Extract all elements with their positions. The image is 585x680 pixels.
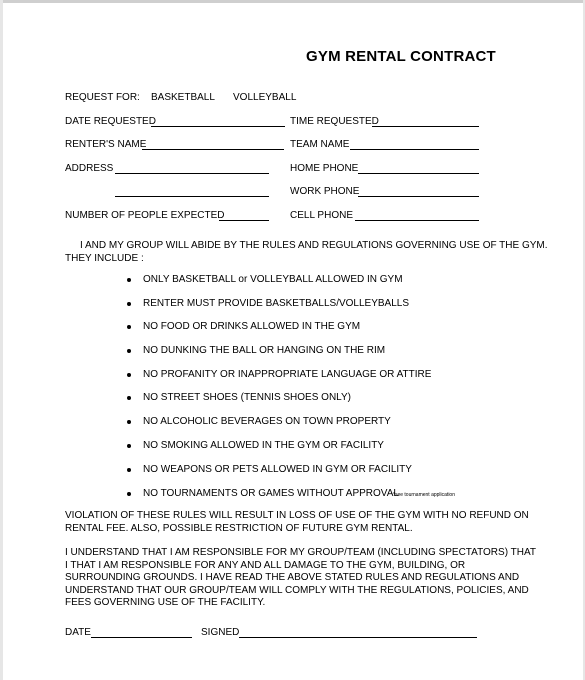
date-requested-line[interactable] (151, 126, 285, 127)
rule-item-2: RENTER MUST PROVIDE BASKETBALLS/VOLLEYBALLS (143, 298, 410, 309)
cell-phone-line[interactable] (355, 220, 479, 221)
rule-item-9: NO WEAPONS OR PETS ALLOWED IN GYM OR FACILITY (143, 464, 412, 475)
bullet-icon (127, 444, 131, 448)
rule-item-8: NO SMOKING ALLOWED IN THE GYM OR FACILITY (143, 440, 384, 451)
work-phone-line[interactable] (358, 196, 479, 197)
team-name-line[interactable] (350, 149, 479, 150)
violation-paragraph: VIOLATION OF THESE RULES WILL RESULT IN LOSS OF USE OF THE GYM WITH NO REFUND ON RENTAL FEE. ALSO, POSSIBLE RESTRICTION OF FUTURE GYM RENTAL. (65, 510, 529, 534)
address-line-2[interactable] (115, 196, 269, 197)
bullet-icon (127, 278, 131, 282)
bullet-icon (127, 302, 131, 306)
date-signature-label: DATE (65, 627, 91, 638)
bullet-icon (127, 492, 131, 496)
responsibility-paragraph: I UNDERSTAND THAT I AM RESPONSIBLE FOR MY GROUP/TEAM (INCLUDING SPECTATORS) THAT I THAT I AM RESPONSIBLE FOR ANY AND ALL DAMAGE TO THE GYM, BUILDING, OR SURROUNDING GROUNDS. I HAVE READ THE ABOVE STATED RULES AND REGULATIONS AND UNDERSTAND THAT OUR GROUP/TEAM WILL COMPLY WITH THE REGULATIONS, POLICIES, AND FEES GOVERNING USE OF THE FACILITY. (65, 547, 536, 608)
number-of-people-label: NUMBER OF PEOPLE EXPECTED (65, 210, 225, 221)
request-option-basketball: BASKETBALL (151, 92, 215, 103)
cell-phone-label: CELL PHONE (290, 210, 353, 221)
address-label: ADDRESS (65, 163, 114, 174)
page-top-border (0, 0, 585, 3)
intro-line-2: THEY INCLUDE : (65, 253, 144, 264)
date-signature-line[interactable] (91, 637, 192, 638)
bullet-icon (127, 468, 131, 472)
bullet-icon (127, 420, 131, 424)
bullet-icon (127, 349, 131, 353)
signature-line[interactable] (239, 637, 477, 638)
rule-item-3: NO FOOD OR DRINKS ALLOWED IN THE GYM (143, 321, 361, 332)
time-requested-label: TIME REQUESTED (290, 116, 379, 127)
rule-item-1: ONLY BASKETBALL or VOLLEYBALL ALLOWED IN GYM (143, 274, 403, 285)
rule-item-7: NO ALCOHOLIC BEVERAGES ON TOWN PROPERTY (143, 416, 391, 427)
rule-item-4: NO DUNKING THE BALL OR HANGING ON THE RIM (143, 345, 386, 356)
signed-label: SIGNED (201, 627, 240, 638)
home-phone-line[interactable] (358, 173, 479, 174)
rule-item-5: NO PROFANITY OR INAPPROPRIATE LANGUAGE OR ATTIRE (143, 369, 432, 380)
bullet-icon (127, 373, 131, 377)
bullet-icon (127, 396, 131, 400)
rule-item-10: NO TOURNAMENTS OR GAMES WITHOUT APPROVAL (143, 488, 399, 499)
intro-line-1: I AND MY GROUP WILL ABIDE BY THE RULES AND REGULATIONS GOVERNING USE OF THE GYM. (80, 240, 548, 251)
renters-name-label: RENTER'S NAME (65, 139, 147, 150)
renters-name-line[interactable] (142, 149, 284, 150)
tournament-note: *see tournament application (393, 492, 455, 498)
page-left-border (0, 0, 3, 680)
home-phone-label: HOME PHONE (290, 163, 359, 174)
address-line-1[interactable] (115, 173, 269, 174)
request-for-label: REQUEST FOR: (65, 92, 140, 103)
document-title: GYM RENTAL CONTRACT (306, 48, 496, 65)
bullet-icon (127, 325, 131, 329)
rule-item-6: NO STREET SHOES (TENNIS SHOES ONLY) (143, 392, 351, 403)
number-of-people-line[interactable] (219, 220, 269, 221)
work-phone-label: WORK PHONE (290, 186, 360, 197)
team-name-label: TEAM NAME (290, 139, 350, 150)
date-requested-label: DATE REQUESTED (65, 116, 156, 127)
request-option-volleyball: VOLLEYBALL (233, 92, 297, 103)
time-requested-line[interactable] (372, 126, 479, 127)
